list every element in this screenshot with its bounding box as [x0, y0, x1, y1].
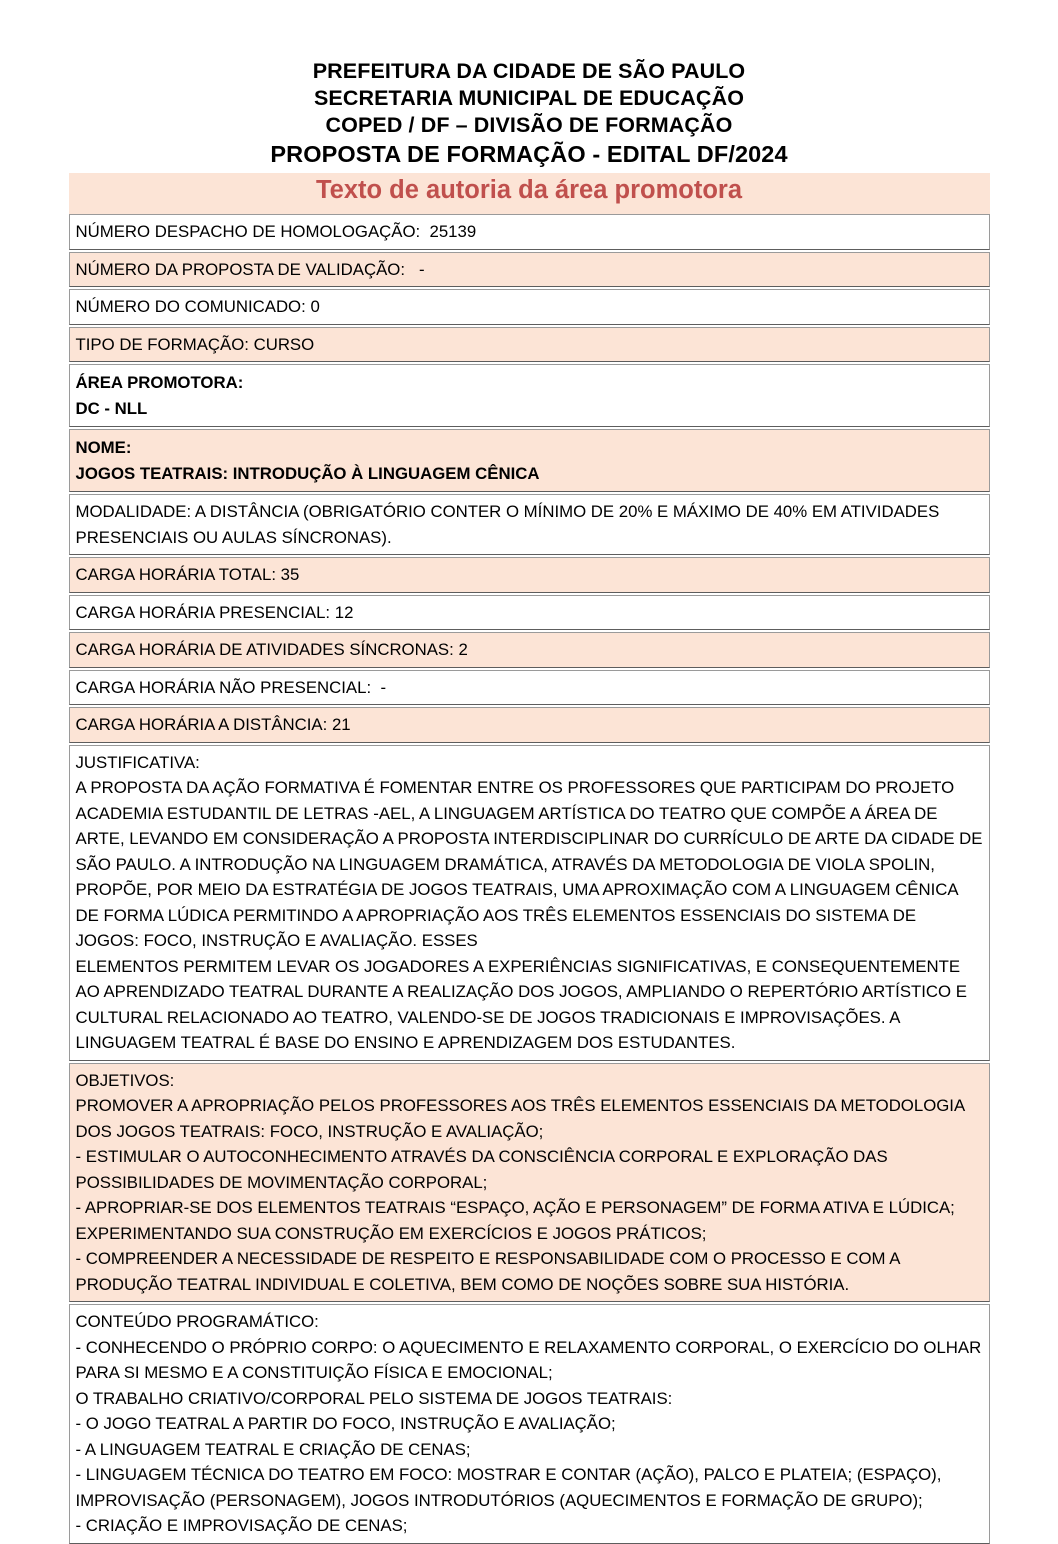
row-justificativa: [69, 745, 990, 1061]
objetivos-item: PROMOVER A APROPRIAÇÃO PELOS PROFESSORES AOS TRÊS ELEMENTOS ESSENCIAIS DA METODOLOGIA DOS JOGOS TEATRAIS: FOCO, INSTRUÇÃO E AVALIAÇÃO;: [75, 1096, 969, 1141]
nome-label: NOME:: [75, 438, 132, 457]
objetivos-item: - ESTIMULAR O AUTOCONHECIMENTO ATRAVÉS DA CONSCIÊNCIA CORPORAL E EXPLORAÇÃO DAS POSSIBILIDADES DE MOVIMENTAÇÃO CORPORAL;: [75, 1147, 893, 1192]
row-nome: [69, 429, 990, 492]
conteudo-programatico-item: - O JOGO TEATRAL A PARTIR DO FOCO, INSTRUÇÃO E AVALIAÇÃO;: [75, 1414, 616, 1433]
section-title-text: Texto de autoria da área promotora: [315, 176, 743, 204]
area-promotora-value: DC - NLL: [75, 398, 148, 418]
row-tipo-formacao: [69, 327, 990, 363]
justificativa-paragraph-2: ELEMENTOS PERMITEM LEVAR OS JOGADORES A EXPERIÊNCIAS SIGNIFICATIVAS, E CONSEQUENTEMENTE AO APRENDIZADO TEATRAL DURANTE A REALIZAÇÃO DOS JOGOS, AMPLIANDO O REPERTÓRIO ARTÍSTICO E CULTURAL RELACIONADO AO TEATRO, VALENDO-SE DE JOGOS TRADICIONAIS E IMPROVISAÇÕES. A LINGUAGEM TEATRAL É BASE DO ENSINO E APRENDIZAGEM DOS ESTUDANTES.: [75, 956, 972, 1052]
conteudo-programatico-item: - CRIAÇÃO E IMPROVISAÇÃO DE CENAS;: [75, 1516, 408, 1535]
row-numero-proposta-validacao: [69, 252, 990, 288]
conteudo-programatico-label: CONTEÚDO PROGRAMÁTICO:: [75, 1312, 319, 1331]
objetivos-label: OBJETIVOS:: [75, 1070, 175, 1090]
conteudo-programatico-item: - CONHECENDO O PRÓPRIO CORPO: O AQUECIMENTO E RELAXAMENTO CORPORAL, O EXERCÍCIO DO OLHAR PARA SI MESMO E A CONSTITUIÇÃO FÍSICA E EMOCIONAL;: [75, 1337, 986, 1382]
row-objetivos: [69, 1063, 990, 1303]
conteudo-programatico-item: - A LINGUAGEM TEATRAL E CRIAÇÃO DE CENAS;: [75, 1439, 471, 1459]
row-carga-horaria-distancia: [69, 707, 990, 743]
row-carga-horaria-sincronas: [69, 632, 990, 668]
row-conteudo-programatico: [69, 1304, 990, 1544]
objetivos-item: - APROPRIAR-SE DOS ELEMENTOS TEATRAIS “ESPAÇO, AÇÃO E PERSONAGEM” DE FORMA ATIVA E LÚDICA; EXPERIMENTANDO SUA CONSTRUÇÃO EM EXERCÍCIOS E JOGOS PRÁTICOS;: [75, 1198, 960, 1243]
document-header: [0, 0, 1058, 169]
carga-horaria-distancia-text: CARGA HORÁRIA A DISTÂNCIA: 21: [75, 715, 351, 734]
carga-horaria-nao-presencial-text: CARGA HORÁRIA NÃO PRESENCIAL: -: [75, 677, 387, 697]
carga-horaria-presencial-text: CARGA HORÁRIA PRESENCIAL: 12: [75, 602, 354, 622]
justificativa-paragraph-1: A PROPOSTA DA AÇÃO FORMATIVA É FOMENTAR ENTRE OS PROFESSORES QUE PARTICIPAM DO PROJETO ACADEMIA ESTUDANTIL DE LETRAS -AEL, A LINGUAGEM ARTÍSTICA DO TEATRO QUE COMPÕE A ÁREA DE ARTE, LEVANDO EM CONSIDERAÇÃO A PROPOSTA INTERDISCIPLINAR DO CURRÍCULO DE ARTE DA CIDADE DE SÃO PAULO. A INTRODUÇÃO NA LINGUAGEM DRAMÁTICA, ATRAVÉS DA METODOLOGIA DE VIOLA SPOLIN, PROPÕE, POR MEIO DA ESTRATÉGIA DE JOGOS TEATRAIS, UMA APROXIMAÇÃO COM A LINGUAGEM CÊNICA DE FORMA LÚDICA PERMITINDO A APROPRIAÇÃO AOS TRÊS ELEMENTOS ESSENCIAIS DO SISTEMA DE JOGOS: FOCO, INSTRUÇÃO E AVALIAÇÃO. ESSES: [75, 778, 988, 950]
conteudo-programatico-item: O TRABALHO CRIATIVO/CORPORAL PELO SISTEMA DE JOGOS TEATRAIS:: [75, 1388, 673, 1408]
modalidade-text: MODALIDADE: A DISTÂNCIA (OBRIGATÓRIO CONTER O MÍNIMO DE 20% E MÁXIMO DE 40% EM ATIVIDADES PRESENCIAIS OU AULAS SÍNCRONAS).: [75, 502, 944, 547]
area-promotora-label: ÁREA PROMOTORA:: [75, 373, 244, 392]
numero-proposta-validacao-text: NÚMERO DA PROPOSTA DE VALIDAÇÃO: -: [75, 259, 425, 279]
section-title-bar: [69, 173, 990, 214]
tipo-formacao-text: TIPO DE FORMAÇÃO: CURSO: [75, 334, 315, 354]
row-numero-despacho: [69, 214, 990, 250]
justificativa-label: JUSTIFICATIVA:: [75, 752, 200, 772]
header-line-proposta: PROPOSTA DE FORMAÇÃO - EDITAL DF/2024: [270, 141, 788, 167]
proposal-table: [69, 173, 990, 1544]
header-line-coped: COPED / DF – DIVISÃO DE FORMAÇÃO: [325, 113, 733, 137]
row-modalidade: [69, 494, 990, 555]
carga-horaria-total-text: CARGA HORÁRIA TOTAL: 35: [75, 565, 300, 584]
header-line-secretaria: SECRETARIA MUNICIPAL DE EDUCAÇÃO: [313, 86, 745, 110]
numero-despacho-text: NÚMERO DESPACHO DE HOMOLOGAÇÃO: 25139: [75, 222, 477, 241]
header-line-prefeitura: PREFEITURA DA CIDADE DE SÃO PAULO: [312, 59, 746, 83]
objetivos-item: - COMPREENDER A NECESSIDADE DE RESPEITO E RESPONSABILIDADE COM O PROCESSO E COM A PRODUÇÃO TEATRAL INDIVIDUAL E COLETIVA, BEM COMO DE NOÇÕES SOBRE SUA HISTÓRIA.: [75, 1249, 905, 1294]
carga-horaria-sincronas-text: CARGA HORÁRIA DE ATIVIDADES SÍNCRONAS: 2: [75, 640, 468, 659]
row-carga-horaria-total: [69, 557, 990, 593]
row-numero-comunicado: [69, 289, 990, 325]
row-carga-horaria-nao-presencial: [69, 670, 990, 706]
row-carga-horaria-presencial: [69, 595, 990, 631]
nome-value: JOGOS TEATRAIS: INTRODUÇÃO À LINGUAGEM CÊNICA: [75, 463, 540, 483]
row-area-promotora: [69, 364, 990, 427]
numero-comunicado-text: NÚMERO DO COMUNICADO: 0: [75, 297, 320, 316]
conteudo-programatico-item: - LINGUAGEM TÉCNICA DO TEATRO EM FOCO: MOSTRAR E CONTAR (AÇÃO), PALCO E PLATEIA; (ESPAÇO), IMPROVISAÇÃO (PERSONAGEM), JOGOS INTRODUTÓRIOS (AQUECIMENTOS E FORMAÇÃO DE GRUPO);: [75, 1465, 947, 1510]
